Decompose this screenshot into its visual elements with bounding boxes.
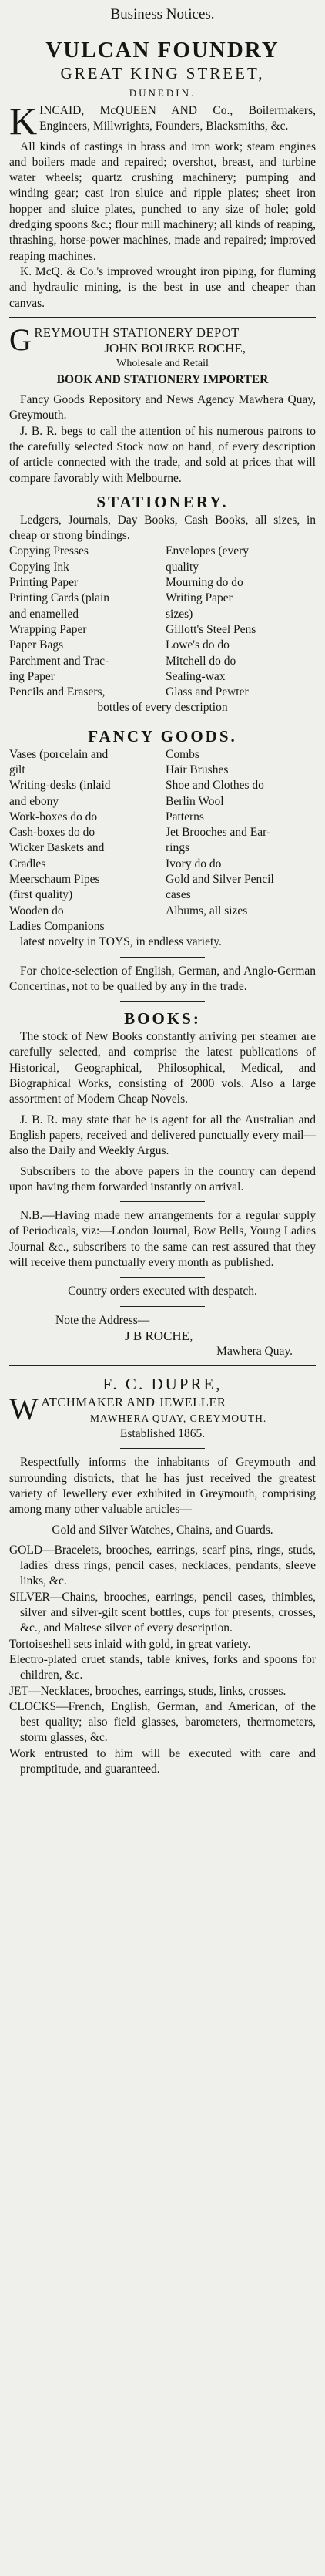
dupre-item: Work entrusted to him will be executed with care and promptitude, and guaranteed. — [9, 1746, 316, 1776]
vulcan-dropcap: K — [9, 99, 38, 143]
vulcan-pipes: K. McQ. & Co.'s improved wrought iron piping, for fluming and hydraulic mining, is the best in use and cheaper than canvas. — [9, 264, 316, 310]
fancy-goods-item: Albums, all sizes — [166, 904, 248, 918]
stationery-item: Glass and Pewter — [166, 685, 249, 699]
fancy-goods-item: Cradles — [9, 857, 46, 870]
divider — [9, 317, 316, 318]
dupre-place: MAWHERA QUAY, GREYMOUTH. — [90, 1412, 267, 1424]
roche-agent: J. B. R. may state that he is agent for all the Australian and English papers, received and delivered punctually every mail—also the Daily and Weekly Argus. — [9, 1113, 316, 1158]
fancy-goods-item: cases — [166, 888, 191, 902]
short-rule — [120, 1201, 205, 1202]
stationery-item: Pencils and Erasers, — [9, 685, 106, 699]
fancy-goods-item: Wicker Baskets and — [9, 841, 105, 855]
roche-address-name: J B ROCHE, — [125, 1328, 193, 1343]
roche-inkstands: bottles of every description — [97, 701, 228, 715]
fancy-goods-item: Gold and Silver Pencil — [166, 873, 274, 887]
roche-stationery-ad — [9, 322, 316, 1360]
fancy-goods-item: Berlin Wool — [166, 794, 224, 808]
fancy-goods-item: Cash-boxes do do — [9, 826, 95, 840]
roche-fancy: Fancy Goods Repository and News Agency Mawhera Quay, Greymouth. — [9, 393, 316, 423]
short-rule — [120, 1001, 205, 1002]
roche-subscribers: Subscribers to the above papers in the country can depend upon having them forwarded instantly on arrival. — [9, 1164, 316, 1194]
roche-nb: N.B.—Having made new arrangements for a regular supply of Periodicals, viz:—London Journal, Bow Bells, Young Ladies Journal &c., subscribers to the same can rest assured that they will receive them punctually every month as published. — [9, 1209, 316, 1269]
dupre-jeweller-ad — [9, 1373, 316, 1777]
roche-toys: latest novelty in TOYS, in endless variety. — [20, 935, 222, 949]
roche-concertinas: For choice-selection of English, German, and Anglo-German Concertinas, not to be qualled by any in the trade. — [9, 964, 316, 993]
fancy-goods-item: Ladies Companions — [9, 919, 105, 933]
stationery-list — [9, 544, 316, 700]
dupre-item: Tortoiseshell sets inlaid with gold, in great variety. — [9, 1637, 251, 1651]
vulcan-foundry-ad — [9, 37, 316, 311]
roche-address-label: Note the Address— — [55, 1313, 150, 1327]
dupre-item: JET—Necklaces, brooches, earrings, studs, links, crosses. — [9, 1684, 286, 1698]
dupre-dropcap: W — [9, 1392, 39, 1427]
stationery-item: quality — [166, 560, 199, 574]
fancy-goods-item: and ebony — [9, 794, 59, 808]
fancy-goods-item: Meerschaum Pipes — [9, 873, 100, 887]
fancy-goods-item — [166, 919, 316, 934]
roche-dropcap: G — [9, 322, 32, 357]
stationery-item: Mitchell do do — [166, 654, 236, 668]
books-title: BOOKS: — [124, 1009, 201, 1029]
fancy-goods-item: Hair Brushes — [166, 763, 229, 776]
roche-country: Country orders executed with despatch. — [68, 1285, 257, 1298]
stationery-item: Wrapping Paper — [9, 622, 87, 636]
dupre-item: SILVER—Chains, brooches, earrings, pencil cases, thimbles, silver and silver-gilt scent bottles, cups for presents, crosses, &c., and Maltese silver of every description. — [9, 1590, 316, 1635]
short-rule — [120, 1306, 205, 1307]
fancy-goods-item: Combs — [166, 747, 199, 761]
fancy-goods-title: FANCY GOODS. — [88, 726, 237, 746]
stationery-item: Lowe's do do — [166, 638, 230, 652]
stationery-item: Paper Bags — [9, 638, 64, 652]
divider — [9, 1365, 316, 1366]
fancy-goods-item: Patterns — [166, 810, 204, 823]
vulcan-street: GREAT KING STREET, — [60, 64, 265, 82]
vulcan-title: VULCAN FOUNDRY — [45, 38, 280, 62]
stationery-item: and enamelled — [9, 607, 79, 621]
roche-attention: J. B. R. begs to call the attention of his numerous patrons to the carefully selected Stock now on hand, of every description of article connected with the trade, and sold at prices that will compare favorably with Melbourne. — [9, 424, 316, 485]
short-rule — [120, 957, 205, 958]
dupre-items-list — [9, 1543, 316, 1777]
fancy-goods-item: Jet Brooches and Ear- — [166, 826, 271, 840]
stationery-item: Printing Paper — [9, 576, 79, 590]
stationery-item: Sealing-wax — [166, 669, 226, 683]
fancy-goods-item: (first quality) — [9, 888, 73, 902]
fancy-goods-item: Shoe and Clothes do — [166, 779, 264, 793]
dupre-item: GOLD—Bracelets, brooches, earrings, scarf pins, rings, studs, ladies' dress rings, pencil cases, necklaces, pendants, sleeve links, &c. — [9, 1543, 316, 1588]
roche-books: The stock of New Books constantly arriving per steamer are carefully selected, and comprise the latest publications of Historical, Geographical, Philosophical, Medical, and Biographical Works, consisting of 2000 vols. Also a large assortment of Modern Cheap Novels. — [9, 1030, 316, 1106]
fancy-goods-list — [9, 747, 316, 935]
section-header: Business Notices. — [9, 5, 316, 29]
stationery-item: Copying Presses — [9, 544, 89, 558]
stationery-title: STATIONERY. — [96, 492, 229, 511]
stationery-item: Mourning do do — [166, 576, 243, 590]
vulcan-body: All kinds of castings in brass and iron work; steam engines and boilers made and repaired; overshot, breast, and turbine water wheels; quartz crushing machinery; pumping and winding gear; cast iron sluice and ripple plates; sheet iron hopper and sluice plates, punched to any size of hole; gold dredging spoons &c.; flour mill machinery; all kinds of reaping, thrashing, horse-power machines, made and repaired; improved reaping machines. — [9, 140, 316, 263]
short-rule — [120, 1277, 205, 1278]
stationery-item: Parchment and Trac- — [9, 654, 109, 668]
vulcan-city: DUNEDIN. — [129, 87, 196, 99]
roche-name: JOHN BOURKE ROCHE, — [104, 341, 246, 356]
roche-address-place: Mawhera Quay. — [216, 1345, 293, 1359]
fancy-goods-item: Vases (porcelain and — [9, 747, 109, 761]
stationery-item: Copying Ink — [9, 560, 69, 574]
short-rule — [120, 1448, 205, 1449]
fancy-goods-item: gilt — [9, 763, 25, 776]
dupre-item: CLOCKS—French, English, German, and American, of the best quality; also field glasses, barometers, thermometers, storm glasses, &c. — [9, 1699, 316, 1745]
roche-trade: Wholesale and Retail — [116, 358, 209, 370]
dupre-name: F. C. DUPRE, — [102, 1375, 223, 1394]
fancy-goods-item: rings — [166, 841, 189, 855]
roche-ledgers: Ledgers, Journals, Day Books, Cash Books, all sizes, in cheap or strong bindings. — [9, 513, 316, 543]
dupre-intro: Respectfully informs the inhabitants of Greymouth and surrounding districts, that he has just received the greatest variety of Jewellery ever exhibited in Greymouth, comprising among many other valuable articles— — [9, 1456, 316, 1517]
fancy-goods-item: Ivory do do — [166, 857, 222, 870]
roche-book: BOOK AND STATIONERY IMPORTER — [56, 372, 269, 386]
fancy-goods-item: Writing-desks (inlaid — [9, 779, 111, 793]
stationery-item: sizes) — [166, 607, 193, 621]
fancy-goods-item: Work-boxes do do — [9, 810, 98, 823]
dupre-item: Electro-plated cruet stands, table knives, forks and spoons for children, &c. — [9, 1652, 316, 1682]
stationery-item: Envelopes (every — [166, 544, 250, 558]
vulcan-intro-text: INCAID, McQUEEN AND Co., Boilermakers, Engineers, Millwrights, Founders, Blacksmiths, &c. — [39, 104, 316, 133]
stationery-item: Printing Cards (plain — [9, 591, 110, 605]
roche-title-text: REYMOUTH STATIONERY DEPOT — [34, 325, 240, 340]
fancy-goods-item: Wooden do — [9, 904, 64, 918]
dupre-est: Established 1865. — [119, 1427, 206, 1441]
stationery-item: ing Paper — [9, 669, 55, 683]
dupre-trade-text: ATCHMAKER AND JEWELLER — [41, 1395, 226, 1410]
dupre-watches: Gold and Silver Watches, Chains, and Guards. — [52, 1523, 273, 1537]
stationery-item: Writing Paper — [166, 591, 233, 605]
vulcan-intro — [9, 99, 316, 143]
stationery-item: Gillott's Steel Pens — [166, 622, 256, 636]
